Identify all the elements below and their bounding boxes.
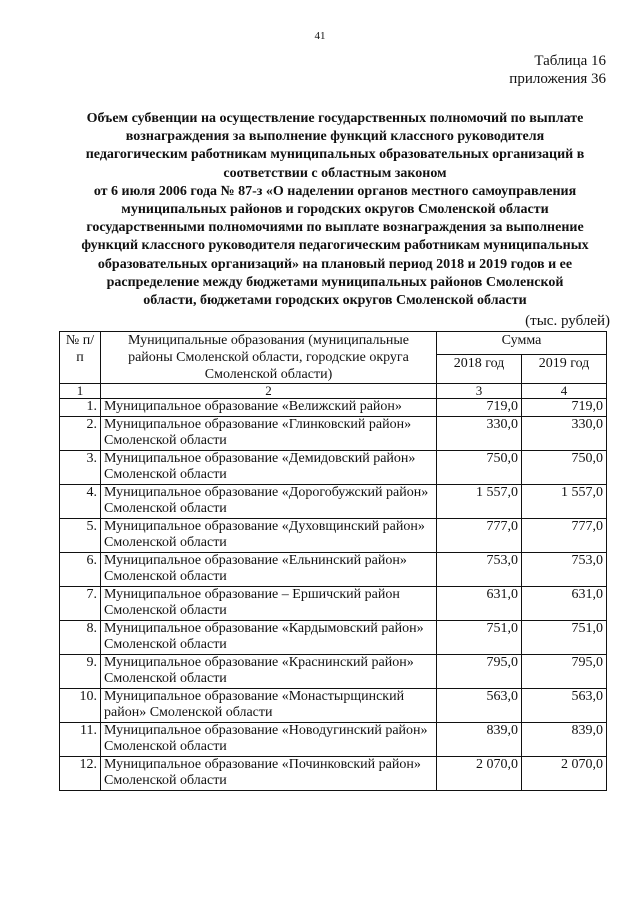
column-number: 4 [522,384,607,399]
heading-line: муниципальных районов и городских округов Смоленской области [121,202,549,218]
row-name: Муниципальное образование «Починковский район» Смоленской области [101,757,437,791]
table-row [60,587,607,621]
column-number-row [60,384,607,399]
heading-line: от 6 июля 2006 года № 87-з «О наделении органов местного самоуправления [93,183,577,199]
row-index: 7. [60,587,101,621]
row-value-2019: 795,0 [522,655,607,689]
row-index: 6. [60,553,101,587]
row-name: Муниципальное образование «Демидовский район» Смоленской области [101,451,437,485]
heading-line: педагогическим работникам муниципальных образовательных организаций в [85,147,585,163]
heading-line: распределение между бюджетами муниципальных районов Смоленской [106,274,564,290]
header-2019: 2019 год [522,355,607,384]
row-name: Муниципальное образование «Глинковский район» Смоленской области [101,417,437,451]
table-row [60,485,607,519]
row-value-2018: 563,0 [437,689,522,723]
row-value-2019: 839,0 [522,723,607,757]
column-number: 1 [60,384,101,399]
row-value-2019: 777,0 [522,519,607,553]
row-name: Муниципальное образование «Монастырщинский район» Смоленской области [101,689,437,723]
column-number: 3 [437,384,522,399]
row-index: 5. [60,519,101,553]
row-value-2018: 751,0 [437,621,522,655]
row-value-2018: 2 070,0 [437,757,522,791]
row-value-2019: 330,0 [522,417,607,451]
table-row [60,519,607,553]
heading-line: вознаграждения за выполнение функций классного руководителя [125,129,545,145]
table-row [60,757,607,791]
row-name: Муниципальное образование «Дорогобужский район» Смоленской области [101,485,437,519]
row-value-2019: 1 557,0 [522,485,607,519]
column-number: 2 [101,384,437,399]
row-name: Муниципальное образование «Новодугинский район» Смоленской области [101,723,437,757]
row-index: 1. [60,399,101,417]
row-value-2019: 753,0 [522,553,607,587]
heading-line: образовательных организаций» на плановый период 2018 и 2019 годов и ее [97,256,573,272]
header-2018: 2018 год [437,355,522,384]
table-reference [509,52,606,88]
row-index: 4. [60,485,101,519]
row-value-2019: 2 070,0 [522,757,607,791]
table-row [60,399,607,417]
row-index: 11. [60,723,101,757]
row-value-2018: 330,0 [437,417,522,451]
row-index: 3. [60,451,101,485]
row-value-2018: 839,0 [437,723,522,757]
row-value-2019: 631,0 [522,587,607,621]
row-index: 8. [60,621,101,655]
row-value-2018: 777,0 [437,519,522,553]
table-row [60,655,607,689]
table-row [60,621,607,655]
row-value-2018: 795,0 [437,655,522,689]
heading-line: функций классного руководителя педагогическим работникам муниципальных [81,238,589,254]
header-sum: Сумма [437,332,607,355]
row-index: 2. [60,417,101,451]
header-row [60,332,607,355]
page-number: 41 [314,30,326,42]
row-name: Муниципальное образование «Кардымовский район» Смоленской области [101,621,437,655]
row-index: 9. [60,655,101,689]
document-heading [50,110,620,310]
row-value-2018: 631,0 [437,587,522,621]
table-row [60,723,607,757]
heading-line: соответствии с областным законом [223,165,447,181]
row-value-2019: 563,0 [522,689,607,723]
row-value-2018: 1 557,0 [437,485,522,519]
row-value-2019: 750,0 [522,451,607,485]
unit-label: (тыс. рублей) [525,313,610,329]
row-name: Муниципальное образование «Велижский район» [101,399,437,417]
heading-line: государственными полномочиями по выплате вознаграждения за выполнение [86,220,584,236]
table-row [60,553,607,587]
row-value-2018: 719,0 [437,399,522,417]
row-name: Муниципальное образование «Ельнинский район» Смоленской области [101,553,437,587]
row-name: Муниципальное образование «Духовщинский район» Смоленской области [101,519,437,553]
table-row [60,451,607,485]
table-row [60,417,607,451]
subvention-table [59,331,607,791]
table-ref-line: приложения 36 [509,71,606,87]
row-value-2018: 753,0 [437,553,522,587]
row-value-2018: 750,0 [437,451,522,485]
header-num: № п/п [60,332,101,384]
row-index: 12. [60,757,101,791]
row-index: 10. [60,689,101,723]
heading-line: Объем субвенции на осуществление государственных полномочий по выплате [86,111,584,126]
row-name: Муниципальное образование «Краснинский район» Смоленской области [101,655,437,689]
table-ref-line: Таблица 16 [534,53,606,69]
row-value-2019: 719,0 [522,399,607,417]
heading-line: области, бюджетами городских округов Смоленской области [143,293,527,309]
row-name: Муниципальное образование – Ершичский район Смоленской области [101,587,437,621]
header-name: Муниципальные образования (муниципальные районы Смоленской области, городские округа Смоленской области) [101,332,437,384]
row-value-2019: 751,0 [522,621,607,655]
table-row [60,689,607,723]
